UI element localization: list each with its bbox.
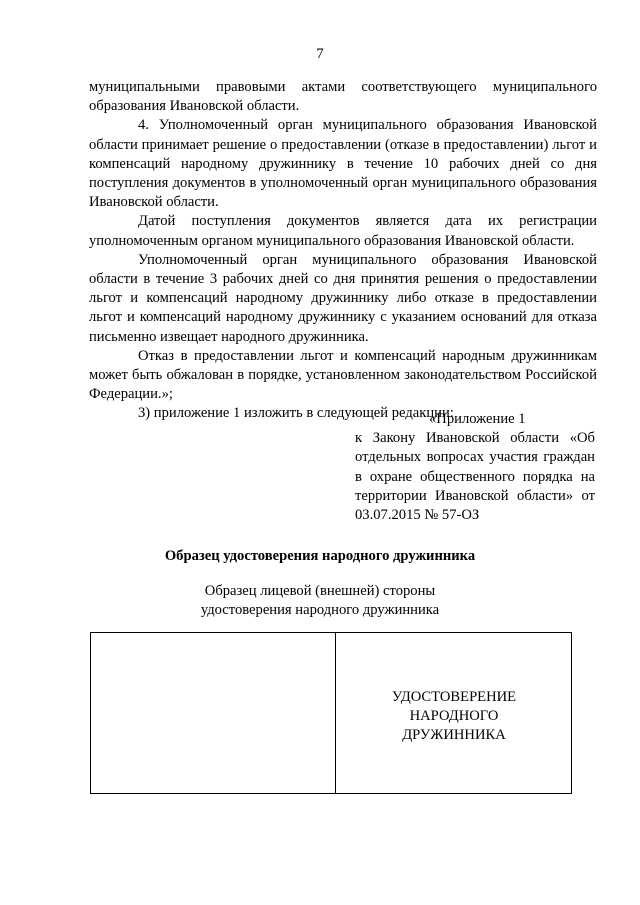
certificate-label xyxy=(336,688,572,745)
paragraph-notification: Уполномоченный орган муниципального образования Ивановской области в течение 3 рабочих дней со дня принятия решения о предоставлении льгот и компенсаций народному дружиннику либо отказе в предоставлении льгот и компенсаций народному дружиннику с указанием оснований для отказа письменно извещает народного дружинника. xyxy=(89,251,597,345)
paragraph-item-3: 3) приложение 1 изложить в следующей редакции: xyxy=(138,405,454,422)
paragraph-continuation: муниципальными правовыми актами соответствующего муниципального образования Ивановской области. xyxy=(89,79,597,115)
body-text xyxy=(89,78,597,424)
certificate-sample-frame xyxy=(90,632,572,794)
sample-title: Образец удостоверения народного дружинника xyxy=(164,548,476,564)
certificate-outer-side xyxy=(336,633,572,793)
appendix-reference: к Закону Ивановской области «Об отдельных вопросах участия граждан в охране общественного порядка на территории Ивановской области» от 03.07.2015 № 57-ОЗ xyxy=(355,430,595,524)
paragraph-item-4: 4. Уполномоченный орган муниципального образования Ивановской области принимает решение о предоставлении (отказе в предоставлении) льгот и компенсаций народному дружиннику в течение 10 рабочих дней со дня поступления документов в уполномоченный орган муниципального образования Ивановской области. xyxy=(89,117,597,211)
certificate-label-line: УДОСТОВЕРЕНИЕ xyxy=(391,689,517,705)
page-number: 7 xyxy=(316,46,324,62)
certificate-label-line: НАРОДНОГО xyxy=(409,708,499,724)
certificate-inner-side xyxy=(91,633,335,793)
certificate-label-line: ДРУЖИННИКА xyxy=(402,727,506,743)
appendix-block xyxy=(355,410,595,525)
sample-subtitle: Образец лицевой (внешней) стороны удостоверения народного дружинника xyxy=(200,583,440,618)
paragraph-receipt-date: Датой поступления документов является дата их регистрации уполномоченным органом муниципального образования Ивановской области. xyxy=(89,213,597,249)
appendix-title: «Приложение 1 xyxy=(429,411,526,427)
paragraph-appeal: Отказ в предоставлении льгот и компенсаций народным дружинникам может быть обжалован в порядке, установленном законодательством Российской Федерации.»; xyxy=(89,347,597,403)
